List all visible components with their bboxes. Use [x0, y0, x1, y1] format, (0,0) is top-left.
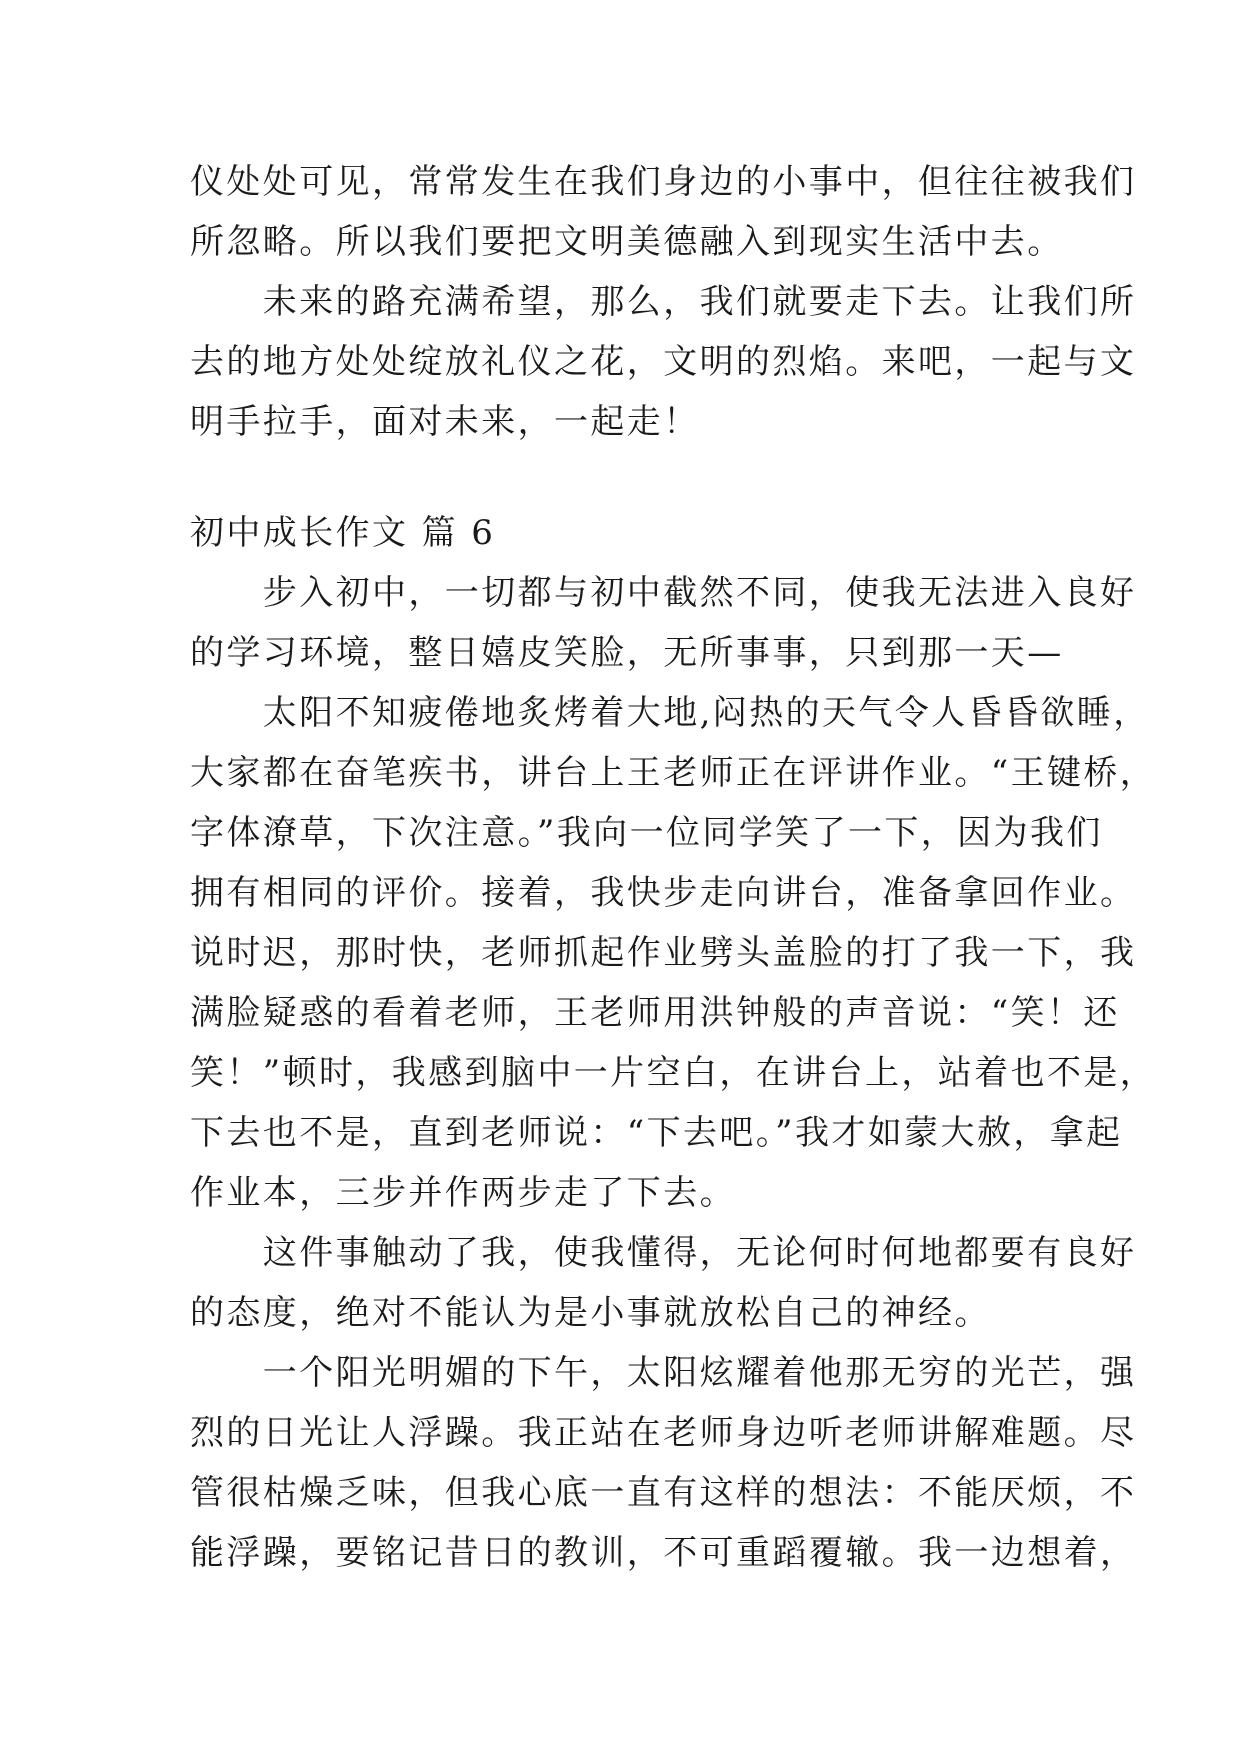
text-line: 的学习环境，整日嬉皮笑脸，无所事事，只到那一天— [190, 633, 1064, 673]
paragraph-start-line: 太阳不知疲倦地炙烤着大地,闷热的天气令人昏昏欲睡， [190, 693, 1150, 733]
text-line: 明手拉手，面对未来，一起走！ [190, 402, 700, 442]
text-line: 说时迟，那时快，老师抓起作业劈头盖脸的打了我一下，我 [190, 933, 1137, 973]
text-line: 拥有相同的评价。接着，我快步走向讲台，准备拿回作业。 [190, 873, 1137, 913]
text-line: 下去也不是，直到老师说：“下去吧。”我才如蒙大赦，拿起 [190, 1113, 1123, 1153]
text-line: 管很枯燥乏味，但我心底一直有这样的想法：不能厌烦，不 [190, 1473, 1137, 1513]
text-line: 烈的日光让人浮躁。我正站在老师身边听老师讲解难题。尽 [190, 1413, 1137, 1453]
paragraph-start-line: 步入初中，一切都与初中截然不同，使我无法进入良好 [190, 573, 1137, 613]
text-line: 大家都在奋笔疾书，讲台上王老师正在评讲作业。“王键桥， [190, 753, 1157, 793]
paragraph-start-line: 未来的路充满希望，那么，我们就要走下去。让我们所 [190, 282, 1137, 322]
paragraph-start-line: 这件事触动了我，使我懂得，无论何时何地都要有良好 [190, 1233, 1137, 1273]
text-line: 所忽略。所以我们要把文明美德融入到现实生活中去。 [190, 222, 1064, 262]
text-line: 笑！”顿时，我感到脑中一片空白，在讲台上，站着也不是， [190, 1053, 1157, 1093]
text-line: 仪处处可见，常常发生在我们身边的小事中，但往往被我们 [190, 162, 1137, 202]
paragraph-start-line: 一个阳光明媚的下午，太阳炫耀着他那无穷的光芒，强 [190, 1353, 1137, 1393]
section-heading: 初中成长作文 篇 6 [190, 513, 496, 553]
text-line: 的态度，绝对不能认为是小事就放松自己的神经。 [190, 1293, 991, 1333]
text-line: 作业本，三步并作两步走了下去。 [190, 1173, 736, 1213]
text-line: 字体潦草，下次注意。”我向一位同学笑了一下，因为我们 [190, 813, 1103, 853]
text-line: 去的地方处处绽放礼仪之花，文明的烈焰。来吧，一起与文 [190, 342, 1137, 382]
text-line: 能浮躁，要铭记昔日的教训，不可重蹈覆辙。我一边想着， [190, 1533, 1137, 1573]
text-line: 满脸疑惑的看着老师，王老师用洪钟般的声音说：“笑！还 [190, 993, 1120, 1033]
